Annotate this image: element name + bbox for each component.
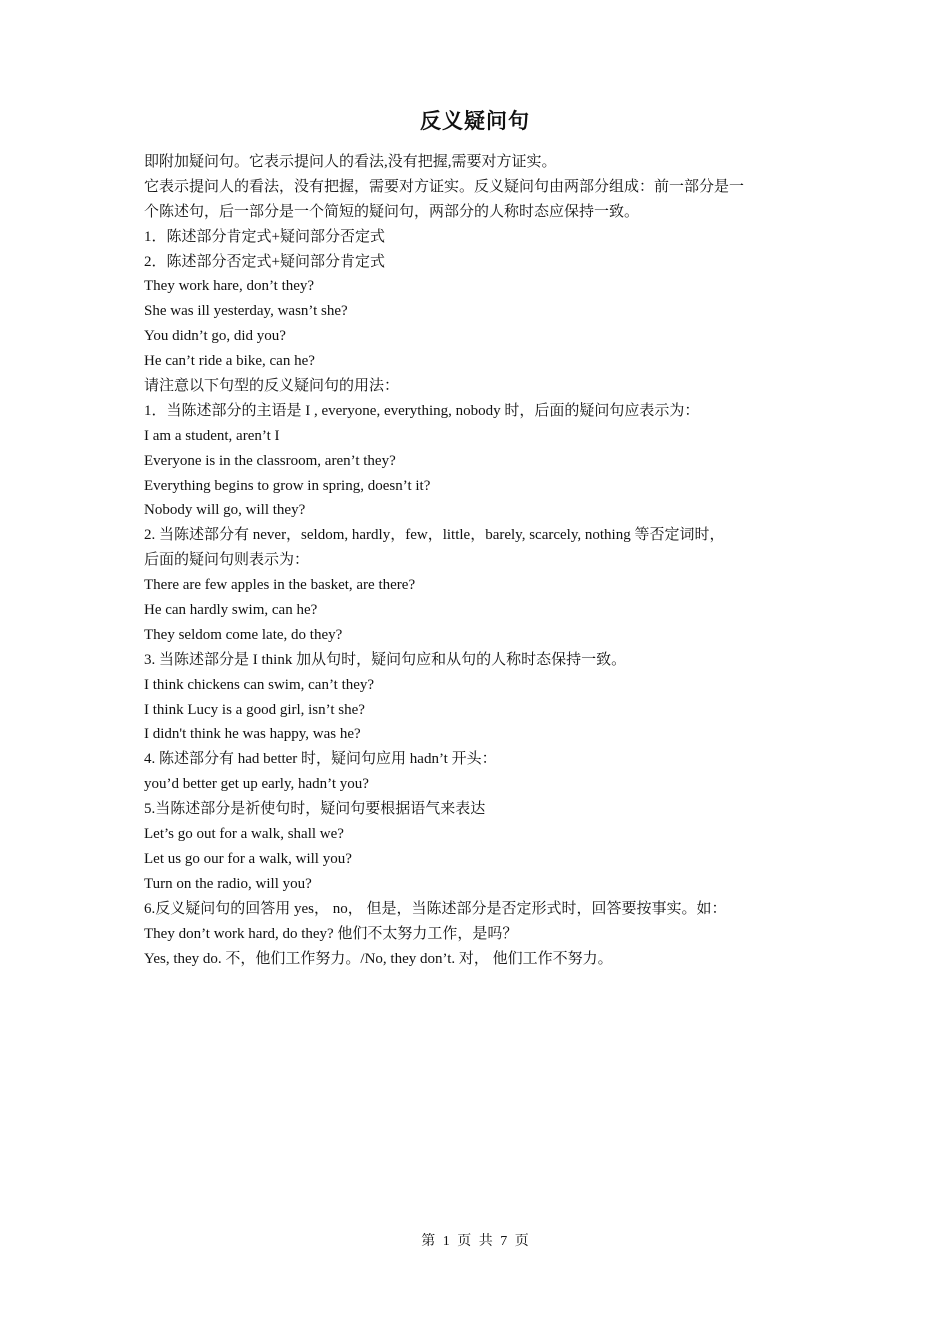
text-line: 6.反义疑问句的回答用 yes， no， 但是，当陈述部分是否定形式时，回答要按事实。如：: [144, 900, 727, 917]
text-line: 请注意以下句型的反义疑问句的用法：: [144, 378, 400, 395]
text-line: 个陈述句，后一部分是一个简短的疑问句，两部分的人称时态应保持一致。: [144, 203, 640, 220]
text-line: 3. 当陈述部分是 I think 加从句时，疑问句应和从句的人称时态保持一致。: [144, 651, 627, 668]
text-line: She was ill yesterday, wasn’t she?: [144, 303, 348, 320]
text-line: 它表示提问人的看法，没有把握，需要对方证实。反义疑问句由两部分组成：前一部分是一: [144, 178, 745, 195]
page-title: 反义疑问句: [420, 109, 530, 133]
text-line: 5.当陈述部分是祈使句时，疑问句要根据语气来表达: [144, 801, 486, 818]
text-line: I think Lucy is a good girl, isn’t she?: [144, 701, 365, 718]
text-line: Everyone is in the classroom, aren’t they?: [144, 452, 396, 469]
text-line: I am a student, aren’t I: [144, 427, 280, 444]
text-line: There are few apples in the basket, are there?: [144, 577, 416, 594]
text-line: Yes, they do. 不，他们工作努力。/No, they don’t. 对， 他们工作不努力。: [144, 950, 613, 967]
text-line: They work hare, don’t they?: [144, 278, 315, 295]
text-line: I didn't think he was happy, was he?: [144, 726, 361, 743]
text-line: 1．陈述部分肯定式+疑问部分否定式: [144, 228, 385, 245]
text-line: 4. 陈述部分有 had better 时，疑问句应用 hadn’t 开头：: [144, 751, 497, 768]
text-line: Everything begins to grow in spring, doesn’t it?: [144, 477, 431, 494]
text-line: 后面的疑问句则表示为：: [144, 552, 310, 569]
text-line: Let’s go out for a walk, shall we?: [144, 826, 344, 843]
text-line: They seldom come late, do they?: [144, 626, 343, 643]
text-line: Nobody will go, will they?: [144, 502, 306, 519]
text-line: I think chickens can swim, can’t they?: [144, 676, 375, 693]
text-line: He can hardly swim, can he?: [144, 602, 318, 619]
text-line: He can’t ride a bike, can he?: [144, 353, 315, 370]
text-line: 2. 当陈述部分有 never，seldom, hardly，few，little，barely, scarcely, nothing 等否定词时，: [144, 527, 725, 544]
document-body: [144, 150, 814, 971]
text-line: Turn on the radio, will you?: [144, 875, 312, 892]
text-line: 1．当陈述部分的主语是 I , everyone, everything, nobody 时，后面的疑问句应表示为：: [144, 402, 700, 419]
text-line: You didn’t go, did you?: [144, 328, 286, 345]
text-line: 即附加疑问句。它表示提问人的看法,没有把握,需要对方证实。: [144, 154, 557, 170]
text-line: They don’t work hard, do they? 他们不太努力工作，是吗？: [144, 925, 518, 942]
text-line: 2．陈述部分否定式+疑问部分肯定式: [144, 253, 385, 270]
text-line: you’d better get up early, hadn’t you?: [144, 776, 369, 793]
page-number-footer: 第 1 页 共 7 页: [421, 1234, 529, 1249]
text-line: Let us go our for a walk, will you?: [144, 850, 352, 867]
